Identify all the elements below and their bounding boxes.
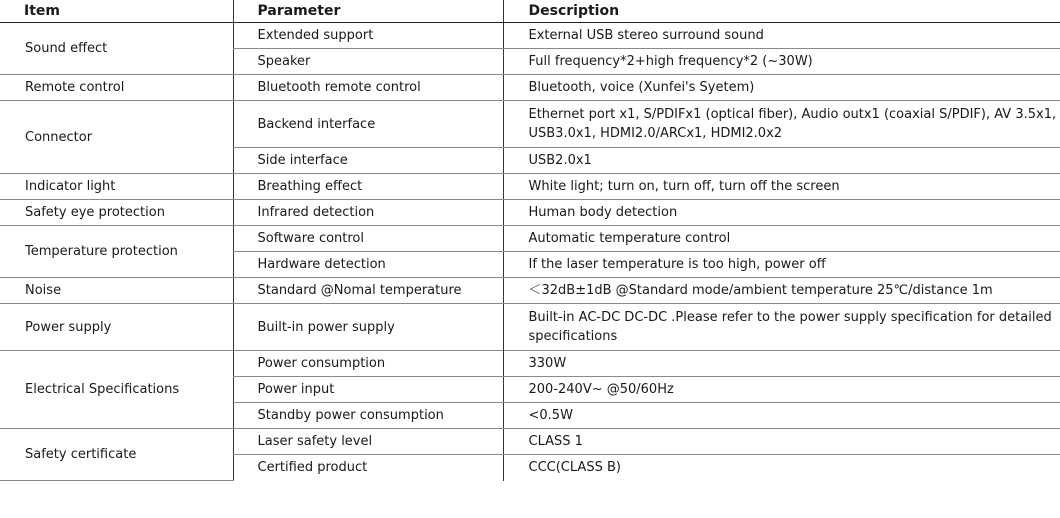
item-electrical-specifications: Electrical Specifications [0,351,233,429]
item-indicator-light: Indicator light [0,174,233,200]
table-row [0,278,1060,304]
parameter-cell: Certified product [233,455,503,481]
table-row [0,200,1060,226]
header-parameter: Parameter [233,0,503,23]
description-cell: Bluetooth, voice (Xunfei's Syetem) [503,75,1060,101]
table-row [0,304,1060,351]
description-cell: CLASS 1 [503,429,1060,455]
description-cell: CCC(CLASS B) [503,455,1060,481]
description-cell: If the laser temperature is too high, power off [503,252,1060,278]
parameter-cell: Bluetooth remote control [233,75,503,101]
table-row [0,226,1060,252]
description-cell: Human body detection [503,200,1060,226]
table-row [0,429,1060,455]
parameter-cell: Power input [233,377,503,403]
description-cell: Full frequency*2+high frequency*2 (~30W) [503,49,1060,75]
description-cell: Ethernet port x1, S/PDIFx1 (optical fiber), Audio outx1 (coaxial S/PDIF), AV 3.5x1, USB3.0x1, HDMI2.0/ARCx1, HDMI2.0x2 [503,101,1060,148]
description-cell: Built-in AC-DC DC-DC .Please refer to the power supply specification for detailed specifications [503,304,1060,351]
parameter-cell: Power consumption [233,351,503,377]
description-cell: White light; turn on, turn off, turn off the screen [503,174,1060,200]
description-cell: External USB stereo surround sound [503,23,1060,49]
description-cell: ＜32dB±1dB @Standard mode/ambient temperature 25℃/distance 1m [503,278,1060,304]
item-safety-certificate: Safety certificate [0,429,233,481]
description-cell: 200-240V~ @50/60Hz [503,377,1060,403]
table-row [0,174,1060,200]
parameter-cell: Software control [233,226,503,252]
parameter-cell: Speaker [233,49,503,75]
parameter-cell: Built-in power supply [233,304,503,351]
header-row [0,0,1060,23]
item-remote-control: Remote control [0,75,233,101]
item-safety-eye-protection: Safety eye protection [0,200,233,226]
table-row [0,75,1060,101]
header-item: Item [0,0,233,23]
item-temperature-protection: Temperature protection [0,226,233,278]
table-row [0,351,1060,377]
parameter-cell: Laser safety level [233,429,503,455]
parameter-cell: Hardware detection [233,252,503,278]
parameter-cell: Side interface [233,148,503,174]
table-row [0,101,1060,148]
parameter-cell: Infrared detection [233,200,503,226]
parameter-cell: Backend interface [233,101,503,148]
item-connector: Connector [0,101,233,174]
item-noise: Noise [0,278,233,304]
header-description: Description [503,0,1060,23]
description-cell: <0.5W [503,403,1060,429]
parameter-cell: Breathing effect [233,174,503,200]
description-cell: USB2.0x1 [503,148,1060,174]
item-sound-effect: Sound effect [0,23,233,75]
item-power-supply: Power supply [0,304,233,351]
table-row [0,23,1060,49]
parameter-cell: Extended support [233,23,503,49]
description-cell: Automatic temperature control [503,226,1060,252]
description-cell: 330W [503,351,1060,377]
parameter-cell: Standard @Nomal temperature [233,278,503,304]
parameter-cell: Standby power consumption [233,403,503,429]
